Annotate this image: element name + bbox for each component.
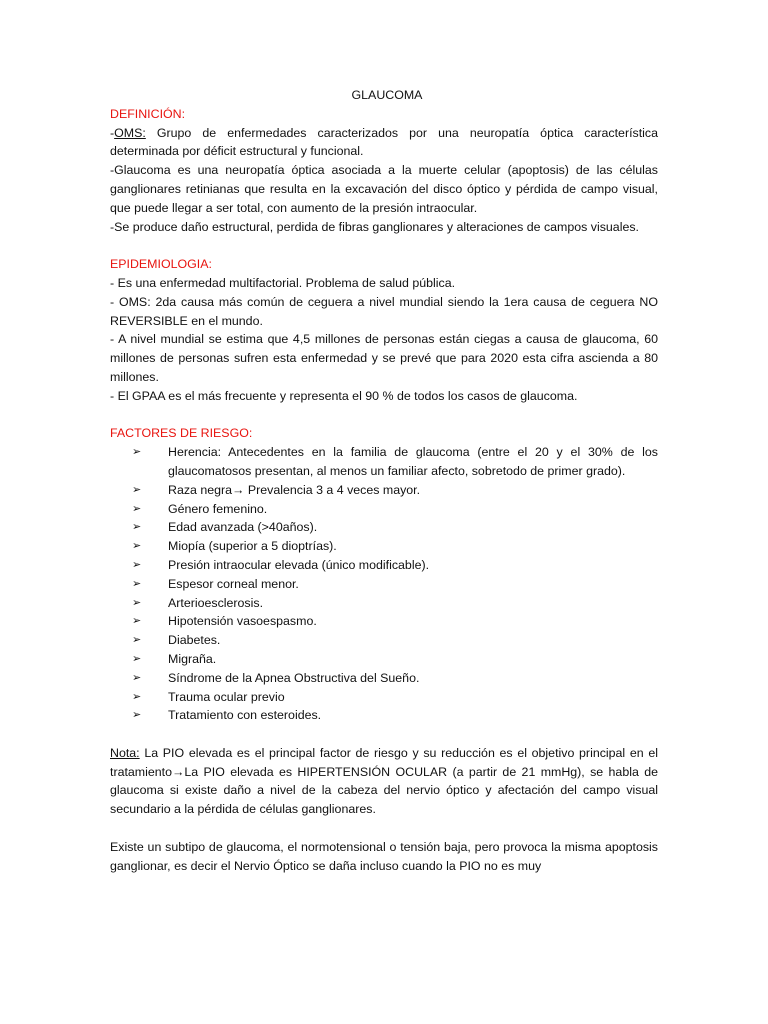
spacer — [110, 236, 658, 255]
list-item — [110, 500, 658, 519]
arrowhead-bullet-icon: ➢ — [132, 539, 142, 553]
arrowhead-bullet-icon: ➢ — [132, 689, 142, 703]
list-item — [110, 669, 658, 688]
arrowhead-bullet-icon: ➢ — [132, 482, 142, 496]
list-item — [110, 688, 658, 707]
spacer — [110, 819, 658, 838]
list-item-text: Espesor corneal menor. — [168, 576, 299, 591]
epidemiologia-item: - OMS: 2da causa más común de ceguera a nivel mundial siendo la 1era causa de ceguera NO REVERSIBLE en el mundo. — [110, 294, 658, 328]
arrowhead-bullet-icon: ➢ — [132, 708, 142, 722]
arrowhead-bullet-icon: ➢ — [132, 520, 142, 534]
arrowhead-bullet-icon: ➢ — [132, 595, 142, 609]
spacer — [110, 725, 658, 744]
list-item-text: Herencia: Antecedentes en la familia de glaucoma (entre el 20 y el 30% de los glaucomatosos presentan, al menos un familiar afecto, sobretodo de primer grado). — [168, 445, 658, 478]
list-item — [110, 481, 658, 500]
list-item — [110, 650, 658, 669]
list-item — [110, 594, 658, 613]
epidemiologia-list — [110, 274, 658, 406]
paragraph-oms-definition — [110, 124, 658, 162]
list-item-text: Migraña. — [168, 651, 217, 666]
list-item-text: Edad avanzada (>40años). — [168, 520, 318, 535]
oms-prefix: - — [110, 125, 115, 140]
heading-epidemiologia: EPIDEMIOLOGIA: — [110, 257, 212, 272]
heading-definicion: DEFINICIÓN: — [110, 106, 186, 121]
list-item — [110, 537, 658, 556]
list-item-text: Diabetes. — [168, 633, 221, 648]
arrowhead-bullet-icon: ➢ — [132, 557, 142, 571]
epidemiologia-item: - El GPAA es el más frecuente y representa el 90 % de todos los casos de glaucoma. — [110, 388, 578, 403]
list-item-text: Síndrome de la Apnea Obstructiva del Sueño. — [168, 670, 420, 685]
list-item — [110, 443, 658, 481]
document-title: GLAUCOMA — [351, 88, 423, 102]
list-item — [110, 612, 658, 631]
list-item — [110, 575, 658, 594]
nota-label: Nota: — [110, 745, 140, 760]
arrowhead-bullet-icon: ➢ — [132, 614, 142, 628]
spacer — [110, 406, 658, 425]
list-item — [110, 556, 658, 575]
arrowhead-bullet-icon: ➢ — [132, 576, 142, 590]
list-item-text: Raza negra→ Prevalencia 3 a 4 veces mayor. — [168, 482, 421, 497]
list-item-text: Miopía (superior a 5 dioptrías). — [168, 539, 337, 554]
document-page — [110, 86, 658, 875]
list-item-text: Arterioesclerosis. — [168, 595, 264, 610]
oms-label: OMS: — [114, 125, 146, 140]
epidemiologia-item: - A nivel mundial se estima que 4,5 millones de personas están ciegas a causa de glaucoma, 60 millones de personas sufren esta enfermedad y se prevé que para 2020 esta cifra ascienda a 80 millones. — [110, 332, 658, 384]
list-item-text: Tratamiento con esteroides. — [168, 708, 322, 723]
risk-factor-list — [110, 443, 658, 725]
arrowhead-bullet-icon: ➢ — [132, 445, 142, 459]
list-item-text: Hipotensión vasoespasmo. — [168, 614, 317, 629]
arrowhead-bullet-icon: ➢ — [132, 501, 142, 515]
arrowhead-bullet-icon: ➢ — [132, 670, 142, 684]
paragraph-glaucoma-definition: -Glaucoma es una neuropatía óptica asociada a la muerte celular (apoptosis) de las células ganglionares retinianas que resulta en la excavación del disco óptico y pérdida de campo visual, que puede llegar a ser total, con aumento de la presión intraocular. — [110, 163, 658, 215]
paragraph-structural-damage: -Se produce daño estructural, perdida de fibras ganglionares y alteraciones de campos visuales. — [110, 219, 639, 234]
list-item-text: Trauma ocular previo — [168, 689, 285, 704]
epidemiologia-item: - Es una enfermedad multifactorial. Problema de salud pública. — [110, 275, 456, 290]
arrowhead-bullet-icon: ➢ — [132, 633, 142, 647]
arrowhead-bullet-icon: ➢ — [132, 651, 142, 665]
list-item — [110, 631, 658, 650]
heading-factores-riesgo: FACTORES DE RIESGO: — [110, 426, 253, 441]
list-item — [110, 706, 658, 725]
paragraph-normotensional: Existe un subtipo de glaucoma, el normotensional o tensión baja, pero provoca la misma apoptosis ganglionar, es decir el Nervio Óptico se daña incluso cuando la PIO no es muy — [110, 839, 658, 873]
list-item-text: Presión intraocular elevada (único modificable). — [168, 557, 430, 572]
nota-text: La PIO elevada es el principal factor de riesgo y su reducción es el objetivo principal en el tratamiento→La PIO elevada es HIPERTENSIÓN OCULAR (a partir de 21 mmHg), se habla de glaucoma si existe daño a nivel de la cabeza del nervio óptico y afectación del campo visual secundario a la pérdida de células ganglionares. — [110, 745, 658, 817]
oms-text: Grupo de enfermedades caracterizados por una neuropatía óptica característica determinada por déficit estructural y funcional. — [110, 125, 658, 159]
list-item — [110, 518, 658, 537]
paragraph-nota — [110, 744, 658, 819]
list-item-text: Género femenino. — [168, 501, 268, 516]
